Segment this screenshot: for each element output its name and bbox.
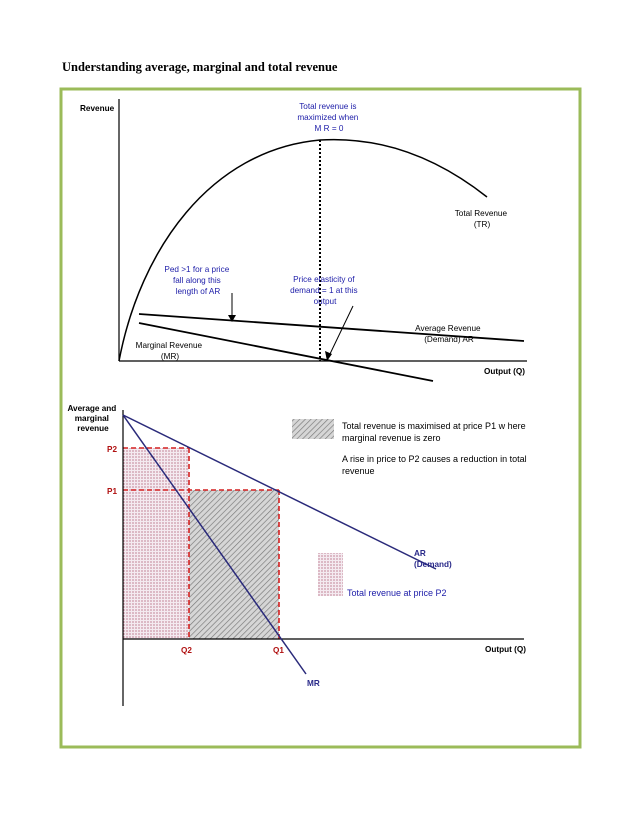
elasticity-arrow: [329, 306, 353, 356]
legend-hatched-swatch: [292, 419, 334, 439]
bottom-chart: [67, 404, 529, 706]
bottom-x-axis-label: Output (Q): [485, 645, 526, 654]
top-x-axis-label: Output (Q): [484, 367, 525, 376]
top-mr-label: Marginal Revenue (MR): [135, 341, 203, 361]
p1-label: P1: [107, 487, 118, 496]
bottom-mr-label: MR: [307, 679, 320, 688]
ped-note: Ped >1 for a price fall along this length of AR: [164, 265, 230, 296]
q2-label: Q2: [181, 646, 192, 655]
unit-elastic-note: Price elasticity of demand = 1 at this output: [290, 275, 358, 306]
top-chart: [80, 99, 527, 381]
page-title: Understanding average, marginal and total revenue: [62, 60, 338, 74]
p2-label: P2: [107, 445, 118, 454]
legend-p1-text: Total revenue is maximised at price P1 w here marginal revenue is zero: [342, 421, 526, 443]
top-y-axis-label: Revenue: [80, 104, 115, 113]
bottom-ar-label: AR (Demand): [414, 549, 452, 569]
tr-max-note: Total revenue is maximized when M R = 0: [297, 102, 359, 133]
top-ar-label: Average Revenue (Demand) AR: [415, 324, 481, 344]
tr-label: Total Revenue (TR): [454, 209, 508, 229]
legend-dotted-swatch: [318, 553, 343, 596]
legend-p2-text: Total revenue at price P2: [347, 588, 447, 598]
legend-rise-text: A rise in price to P2 causes a reduction in total revenue: [342, 454, 527, 476]
p2-revenue-area: [123, 448, 189, 639]
bottom-y-axis-label: Average and marginal revenue: [67, 404, 117, 433]
q1-label: Q1: [273, 646, 284, 655]
